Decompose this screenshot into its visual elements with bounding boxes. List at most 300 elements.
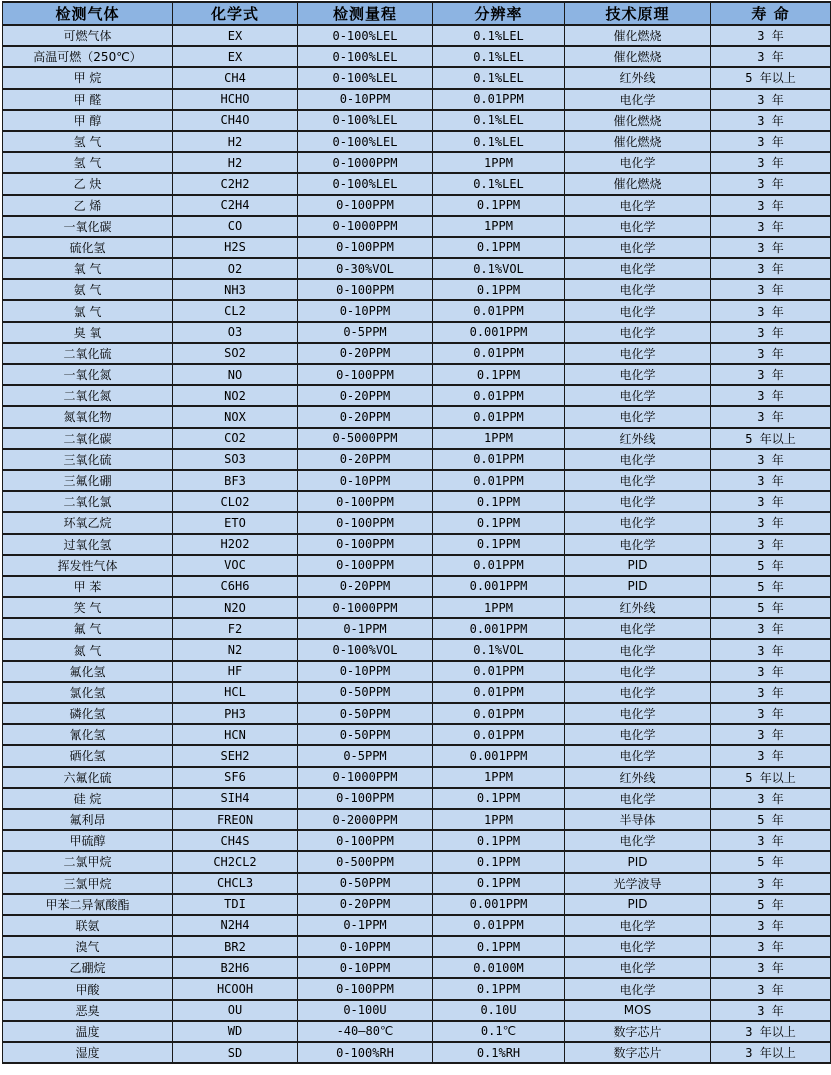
column-header-name: 检测气体 <box>3 2 173 25</box>
table-row <box>3 597 831 618</box>
cell-resolution: 0.1PPM <box>433 195 565 216</box>
cell-principle: 红外线 <box>565 767 711 788</box>
cell-formula: CH4 <box>173 67 298 88</box>
cell-principle: 红外线 <box>565 67 711 88</box>
cell-range: 0-100PPM <box>298 788 433 809</box>
cell-principle: 电化学 <box>565 788 711 809</box>
cell-name: 二氯甲烷 <box>3 851 173 872</box>
cell-formula: HCHO <box>173 89 298 110</box>
cell-formula: PH3 <box>173 703 298 724</box>
cell-formula: C2H2 <box>173 173 298 194</box>
cell-formula: N2O <box>173 597 298 618</box>
cell-resolution: 1PPM <box>433 152 565 173</box>
table-row <box>3 491 831 512</box>
table-row <box>3 279 831 300</box>
cell-life: 3 年 <box>711 173 831 194</box>
cell-life: 3 年 <box>711 639 831 660</box>
cell-formula: BR2 <box>173 936 298 957</box>
cell-range: 0-100PPM <box>298 534 433 555</box>
cell-name: 一氧化氮 <box>3 364 173 385</box>
cell-principle: 数字芯片 <box>565 1021 711 1042</box>
cell-name: 甲苯二异氰酸酯 <box>3 894 173 915</box>
table-row <box>3 1021 831 1042</box>
cell-formula: EX <box>173 46 298 67</box>
cell-name: 氢 气 <box>3 152 173 173</box>
cell-life: 5 年 <box>711 894 831 915</box>
cell-name: 高温可燃（250℃） <box>3 46 173 67</box>
cell-name: 硫化氢 <box>3 237 173 258</box>
table-row <box>3 216 831 237</box>
table-row <box>3 406 831 427</box>
cell-resolution: 0.01PPM <box>433 661 565 682</box>
table-row <box>3 745 831 766</box>
cell-range: 0-10PPM <box>298 936 433 957</box>
cell-life: 3 年 <box>711 512 831 533</box>
cell-principle: 催化燃烧 <box>565 25 711 46</box>
table-row <box>3 25 831 46</box>
cell-formula: CO <box>173 216 298 237</box>
cell-life: 3 年 <box>711 152 831 173</box>
cell-life: 3 年 <box>711 724 831 745</box>
cell-name: 六氟化硫 <box>3 767 173 788</box>
column-header-resolution: 分辨率 <box>433 2 565 25</box>
table-row <box>3 385 831 406</box>
cell-name: 硒化氢 <box>3 745 173 766</box>
cell-life: 3 年以上 <box>711 1021 831 1042</box>
cell-life: 5 年 <box>711 576 831 597</box>
cell-principle: 电化学 <box>565 364 711 385</box>
cell-principle: 电化学 <box>565 936 711 957</box>
cell-range: 0-1000PPM <box>298 216 433 237</box>
cell-formula: SO2 <box>173 343 298 364</box>
table-row <box>3 67 831 88</box>
table-row <box>3 237 831 258</box>
cell-life: 3 年 <box>711 131 831 152</box>
cell-name: 氮氧化物 <box>3 406 173 427</box>
cell-principle: 电化学 <box>565 343 711 364</box>
cell-principle: 电化学 <box>565 978 711 999</box>
cell-formula: SD <box>173 1042 298 1063</box>
cell-resolution: 0.0100M <box>433 957 565 978</box>
cell-name: 挥发性气体 <box>3 555 173 576</box>
cell-formula: O2 <box>173 258 298 279</box>
cell-formula: H2O2 <box>173 534 298 555</box>
cell-formula: SO3 <box>173 449 298 470</box>
cell-name: 氟 气 <box>3 618 173 639</box>
cell-name: 甲酸 <box>3 978 173 999</box>
cell-range: 0-10PPM <box>298 957 433 978</box>
cell-formula: F2 <box>173 618 298 639</box>
table-row <box>3 322 831 343</box>
cell-range: 0-100%LEL <box>298 131 433 152</box>
cell-formula: NO <box>173 364 298 385</box>
cell-resolution: 0.10U <box>433 1000 565 1021</box>
cell-formula: CH4S <box>173 830 298 851</box>
cell-formula: NOX <box>173 406 298 427</box>
cell-life: 3 年以上 <box>711 1042 831 1063</box>
table-row <box>3 343 831 364</box>
table-row <box>3 152 831 173</box>
cell-formula: SF6 <box>173 767 298 788</box>
cell-formula: C2H4 <box>173 195 298 216</box>
cell-formula: SIH4 <box>173 788 298 809</box>
cell-range: 0-100%LEL <box>298 25 433 46</box>
cell-principle: 光学波导 <box>565 873 711 894</box>
cell-range: 0-100PPM <box>298 830 433 851</box>
cell-range: 0-20PPM <box>298 385 433 406</box>
cell-range: 0-100PPM <box>298 364 433 385</box>
cell-life: 3 年 <box>711 237 831 258</box>
cell-resolution: 0.01PPM <box>433 703 565 724</box>
cell-resolution: 0.1PPM <box>433 978 565 999</box>
table-row <box>3 936 831 957</box>
cell-principle: 电化学 <box>565 534 711 555</box>
cell-life: 3 年 <box>711 534 831 555</box>
cell-range: 0-100PPM <box>298 279 433 300</box>
cell-life: 3 年 <box>711 46 831 67</box>
table-row <box>3 512 831 533</box>
cell-formula: NO2 <box>173 385 298 406</box>
cell-formula: CH4O <box>173 110 298 131</box>
cell-formula: HCN <box>173 724 298 745</box>
cell-life: 3 年 <box>711 661 831 682</box>
cell-range: 0-50PPM <box>298 703 433 724</box>
cell-resolution: 1PPM <box>433 428 565 449</box>
table-row <box>3 894 831 915</box>
cell-resolution: 0.1PPM <box>433 364 565 385</box>
cell-resolution: 0.01PPM <box>433 915 565 936</box>
cell-life: 3 年 <box>711 364 831 385</box>
table-row <box>3 618 831 639</box>
cell-range: 0-20PPM <box>298 406 433 427</box>
cell-name: 甲 醇 <box>3 110 173 131</box>
cell-principle: 催化燃烧 <box>565 131 711 152</box>
cell-principle: 电化学 <box>565 661 711 682</box>
cell-range: -40—80℃ <box>298 1021 433 1042</box>
cell-life: 3 年 <box>711 936 831 957</box>
cell-name: 过氧化氢 <box>3 534 173 555</box>
cell-formula: TDI <box>173 894 298 915</box>
table-row <box>3 639 831 660</box>
cell-resolution: 0.01PPM <box>433 724 565 745</box>
table-row <box>3 767 831 788</box>
cell-range: 0-10PPM <box>298 470 433 491</box>
table-row <box>3 1042 831 1063</box>
cell-formula: O3 <box>173 322 298 343</box>
cell-principle: 电化学 <box>565 300 711 321</box>
cell-principle: 数字芯片 <box>565 1042 711 1063</box>
cell-formula: B2H6 <box>173 957 298 978</box>
cell-range: 0-10PPM <box>298 300 433 321</box>
cell-life: 5 年 <box>711 809 831 830</box>
cell-life: 3 年 <box>711 682 831 703</box>
table-row <box>3 809 831 830</box>
cell-life: 5 年以上 <box>711 767 831 788</box>
cell-resolution: 0.1%LEL <box>433 131 565 152</box>
cell-formula: CH2CL2 <box>173 851 298 872</box>
cell-range: 0-50PPM <box>298 682 433 703</box>
cell-resolution: 0.01PPM <box>433 470 565 491</box>
cell-formula: CL2 <box>173 300 298 321</box>
cell-range: 0-100PPM <box>298 555 433 576</box>
table-row <box>3 534 831 555</box>
cell-life: 3 年 <box>711 322 831 343</box>
cell-range: 0-1PPM <box>298 915 433 936</box>
cell-formula: HCL <box>173 682 298 703</box>
cell-name: 二氧化氮 <box>3 385 173 406</box>
cell-principle: 电化学 <box>565 491 711 512</box>
cell-resolution: 0.01PPM <box>433 682 565 703</box>
header-row <box>3 2 831 25</box>
table-row <box>3 364 831 385</box>
cell-range: 0-100PPM <box>298 978 433 999</box>
cell-name: 氢 气 <box>3 131 173 152</box>
cell-formula: H2 <box>173 131 298 152</box>
cell-name: 联氨 <box>3 915 173 936</box>
cell-name: 氟化氢 <box>3 661 173 682</box>
cell-name: 甲硫醇 <box>3 830 173 851</box>
cell-name: 可燃气体 <box>3 25 173 46</box>
cell-life: 3 年 <box>711 406 831 427</box>
cell-principle: 电化学 <box>565 152 711 173</box>
cell-principle: PID <box>565 894 711 915</box>
table-row <box>3 873 831 894</box>
cell-name: 氰化氢 <box>3 724 173 745</box>
cell-resolution: 0.001PPM <box>433 618 565 639</box>
cell-name: 恶臭 <box>3 1000 173 1021</box>
cell-range: 0-100%LEL <box>298 110 433 131</box>
cell-resolution: 0.1PPM <box>433 237 565 258</box>
table-row <box>3 851 831 872</box>
cell-name: 三氯甲烷 <box>3 873 173 894</box>
cell-life: 3 年 <box>711 195 831 216</box>
cell-name: 二氧化硫 <box>3 343 173 364</box>
cell-principle: 电化学 <box>565 915 711 936</box>
cell-range: 0-20PPM <box>298 894 433 915</box>
cell-resolution: 0.01PPM <box>433 406 565 427</box>
table-row <box>3 978 831 999</box>
table-row <box>3 449 831 470</box>
cell-formula: CO2 <box>173 428 298 449</box>
cell-range: 0-100%LEL <box>298 67 433 88</box>
cell-formula: N2 <box>173 639 298 660</box>
cell-range: 0-100PPM <box>298 512 433 533</box>
table-row <box>3 258 831 279</box>
cell-range: 0-10PPM <box>298 89 433 110</box>
cell-resolution: 0.1%LEL <box>433 25 565 46</box>
cell-principle: MOS <box>565 1000 711 1021</box>
cell-range: 0-100%VOL <box>298 639 433 660</box>
cell-principle: 电化学 <box>565 89 711 110</box>
cell-resolution: 0.01PPM <box>433 300 565 321</box>
cell-name: 乙硼烷 <box>3 957 173 978</box>
cell-range: 0-20PPM <box>298 343 433 364</box>
table-row <box>3 195 831 216</box>
cell-principle: 电化学 <box>565 237 711 258</box>
cell-life: 3 年 <box>711 745 831 766</box>
cell-range: 0-20PPM <box>298 449 433 470</box>
cell-life: 3 年 <box>711 470 831 491</box>
cell-range: 0-100PPM <box>298 237 433 258</box>
cell-life: 3 年 <box>711 25 831 46</box>
cell-formula: CLO2 <box>173 491 298 512</box>
cell-name: 溴气 <box>3 936 173 957</box>
cell-range: 0-100PPM <box>298 491 433 512</box>
cell-life: 5 年以上 <box>711 67 831 88</box>
table-row <box>3 957 831 978</box>
cell-resolution: 0.1%LEL <box>433 67 565 88</box>
cell-life: 5 年 <box>711 597 831 618</box>
cell-resolution: 0.1%LEL <box>433 110 565 131</box>
cell-principle: 电化学 <box>565 322 711 343</box>
cell-name: 二氧化氯 <box>3 491 173 512</box>
cell-range: 0-1PPM <box>298 618 433 639</box>
cell-formula: H2 <box>173 152 298 173</box>
cell-name: 二氧化碳 <box>3 428 173 449</box>
cell-principle: 电化学 <box>565 830 711 851</box>
cell-resolution: 0.1%VOL <box>433 258 565 279</box>
cell-life: 3 年 <box>711 830 831 851</box>
cell-resolution: 0.1℃ <box>433 1021 565 1042</box>
cell-principle: 催化燃烧 <box>565 46 711 67</box>
cell-name: 氯化氢 <box>3 682 173 703</box>
table-row <box>3 470 831 491</box>
cell-principle: 红外线 <box>565 597 711 618</box>
cell-resolution: 0.001PPM <box>433 745 565 766</box>
cell-life: 3 年 <box>711 915 831 936</box>
cell-name: 硅 烷 <box>3 788 173 809</box>
cell-formula: N2H4 <box>173 915 298 936</box>
cell-resolution: 0.1PPM <box>433 936 565 957</box>
cell-resolution: 0.1PPM <box>433 491 565 512</box>
cell-principle: 电化学 <box>565 279 711 300</box>
cell-resolution: 0.1PPM <box>433 788 565 809</box>
cell-principle: 电化学 <box>565 216 711 237</box>
cell-formula: VOC <box>173 555 298 576</box>
cell-resolution: 0.1PPM <box>433 851 565 872</box>
cell-resolution: 0.1%LEL <box>433 173 565 194</box>
cell-range: 0-2000PPM <box>298 809 433 830</box>
table-row <box>3 703 831 724</box>
cell-principle: 电化学 <box>565 703 711 724</box>
gas-sensor-spec-table <box>2 1 831 1064</box>
cell-resolution: 0.01PPM <box>433 343 565 364</box>
table-header <box>3 2 831 25</box>
cell-range: 0-5PPM <box>298 745 433 766</box>
column-header-formula: 化学式 <box>173 2 298 25</box>
cell-principle: 催化燃烧 <box>565 173 711 194</box>
cell-name: 臭 氧 <box>3 322 173 343</box>
cell-principle: PID <box>565 576 711 597</box>
column-header-principle: 技术原理 <box>565 2 711 25</box>
cell-principle: 电化学 <box>565 618 711 639</box>
cell-life: 3 年 <box>711 978 831 999</box>
cell-life: 3 年 <box>711 385 831 406</box>
cell-name: 氧 气 <box>3 258 173 279</box>
cell-range: 0-100PPM <box>298 195 433 216</box>
cell-range: 0-100%LEL <box>298 173 433 194</box>
table-row <box>3 1000 831 1021</box>
cell-formula: WD <box>173 1021 298 1042</box>
cell-resolution: 0.01PPM <box>433 449 565 470</box>
cell-range: 0-500PPM <box>298 851 433 872</box>
cell-life: 3 年 <box>711 873 831 894</box>
cell-name: 环氧乙烷 <box>3 512 173 533</box>
cell-resolution: 0.1PPM <box>433 279 565 300</box>
cell-resolution: 0.001PPM <box>433 576 565 597</box>
cell-resolution: 0.01PPM <box>433 385 565 406</box>
cell-principle: 电化学 <box>565 745 711 766</box>
cell-range: 0-100U <box>298 1000 433 1021</box>
column-header-range: 检测量程 <box>298 2 433 25</box>
cell-name: 湿度 <box>3 1042 173 1063</box>
cell-principle: 电化学 <box>565 195 711 216</box>
cell-life: 3 年 <box>711 957 831 978</box>
cell-life: 3 年 <box>711 1000 831 1021</box>
cell-formula: EX <box>173 25 298 46</box>
cell-principle: 电化学 <box>565 724 711 745</box>
cell-life: 3 年 <box>711 491 831 512</box>
cell-name: 甲 烷 <box>3 67 173 88</box>
cell-life: 3 年 <box>711 343 831 364</box>
cell-principle: PID <box>565 851 711 872</box>
cell-formula: SEH2 <box>173 745 298 766</box>
cell-formula: HCOOH <box>173 978 298 999</box>
cell-principle: 半导体 <box>565 809 711 830</box>
cell-name: 氯 气 <box>3 300 173 321</box>
table-row <box>3 173 831 194</box>
cell-formula: OU <box>173 1000 298 1021</box>
cell-resolution: 0.01PPM <box>433 555 565 576</box>
table-row <box>3 830 831 851</box>
cell-life: 3 年 <box>711 618 831 639</box>
cell-formula: FREON <box>173 809 298 830</box>
cell-name: 一氧化碳 <box>3 216 173 237</box>
cell-name: 乙 炔 <box>3 173 173 194</box>
cell-name: 乙 烯 <box>3 195 173 216</box>
cell-principle: 电化学 <box>565 682 711 703</box>
cell-life: 3 年 <box>711 89 831 110</box>
cell-formula: CHCL3 <box>173 873 298 894</box>
cell-principle: 电化学 <box>565 639 711 660</box>
cell-range: 0-20PPM <box>298 576 433 597</box>
table-row <box>3 576 831 597</box>
cell-resolution: 0.001PPM <box>433 894 565 915</box>
table-body <box>3 25 831 1063</box>
cell-principle: 电化学 <box>565 449 711 470</box>
table-row <box>3 661 831 682</box>
cell-resolution: 1PPM <box>433 216 565 237</box>
cell-resolution: 0.1PPM <box>433 873 565 894</box>
cell-range: 0-1000PPM <box>298 767 433 788</box>
table-row <box>3 300 831 321</box>
cell-life: 3 年 <box>711 110 831 131</box>
cell-principle: 电化学 <box>565 385 711 406</box>
cell-range: 0-100%LEL <box>298 46 433 67</box>
cell-life: 3 年 <box>711 216 831 237</box>
cell-name: 笑 气 <box>3 597 173 618</box>
cell-resolution: 1PPM <box>433 767 565 788</box>
cell-principle: 电化学 <box>565 406 711 427</box>
table-row <box>3 915 831 936</box>
cell-formula: C6H6 <box>173 576 298 597</box>
cell-life: 5 年 <box>711 555 831 576</box>
cell-formula: NH3 <box>173 279 298 300</box>
cell-life: 3 年 <box>711 300 831 321</box>
cell-resolution: 0.1%VOL <box>433 639 565 660</box>
cell-principle: 电化学 <box>565 957 711 978</box>
cell-resolution: 0.1%RH <box>433 1042 565 1063</box>
